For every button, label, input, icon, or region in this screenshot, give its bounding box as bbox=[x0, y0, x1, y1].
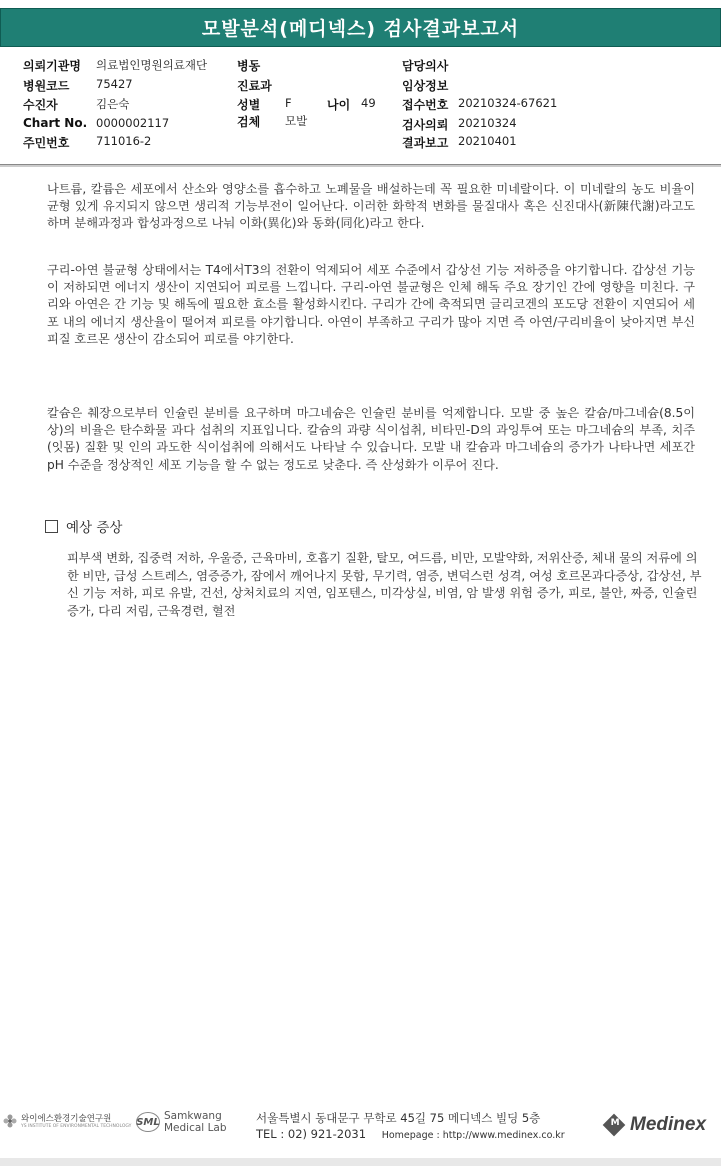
medinex-logo bbox=[606, 1114, 706, 1136]
sex-label: 성별 bbox=[237, 98, 261, 112]
examinee-value: 김은숙 bbox=[96, 97, 130, 111]
institution-label: 의뢰기관명 bbox=[23, 59, 81, 73]
report-title: 모발분석(메디넥스) 검사결과보고서 bbox=[0, 8, 721, 47]
receipt-no-label: 접수번호 bbox=[402, 98, 449, 112]
paragraph-sodium-potassium: 나트륨, 칼륨은 세포에서 산소와 영양소를 흡수하고 노폐물을 배설하는데 꼭 필요한 미네랄이다. 이 미네랄의 농도 비율이 균형 있게 유지되지 않으면 생리적 기능부전이 일어난다. 이러한 화학적 변화를 물질대사 혹은 신진대사(新陳代謝)라고도 하며 분해과정과 합성과정으로 나눠 이화(異化)와 동화(同化)라고 한다. bbox=[47, 182, 695, 231]
receipt-no-value: 20210324-67621 bbox=[458, 96, 558, 110]
sml-mark-icon: SML bbox=[136, 1112, 160, 1132]
rrn-label: 주민번호 bbox=[23, 136, 70, 150]
checkbox-icon bbox=[45, 520, 58, 533]
chart-no-label: Chart No. bbox=[23, 116, 88, 130]
medical-lab-name: Medical Lab bbox=[164, 1122, 227, 1134]
symptoms-list: 피부색 변화, 집중력 저하, 우울증, 근육마비, 호흡기 질환, 탈모, 여드름, 비만, 모발약화, 저위산증, 체내 물의 저류에 의한 비만, 급성 스트레스, 염증증가, 잠에서 깨어나지 못함, 무기력, 염증, 변덕스런 성격, 여성 호르몬과다증상, 갑상선, 부신 기능 저하, 피로 유발, 건선, 상처치료의 지연, 임포텐스, 미각상실, 비염, 암 발생 위험 증가, 피로, 불안, 짜증, 인슐린 증가, 다리 저림, 근육경련, 혈전 bbox=[67, 551, 702, 618]
sex-value: F bbox=[285, 96, 292, 110]
ys-institute-logo bbox=[2, 1112, 131, 1129]
doctor-label: 담당의사 bbox=[402, 59, 449, 73]
rrn-value: 711016-2 bbox=[96, 134, 152, 148]
homepage-link[interactable]: Homepage : http://www.medinex.co.kr bbox=[381, 1130, 565, 1141]
medinex-brand: Medinex bbox=[630, 1114, 707, 1135]
report-date-label: 결과보고 bbox=[402, 136, 449, 150]
examinee-label: 수진자 bbox=[23, 98, 58, 112]
tel-text: TEL : 02) 921-2031 bbox=[256, 1127, 367, 1141]
footer bbox=[0, 1100, 721, 1150]
institution-value: 의료법인명원의료재단 bbox=[96, 58, 208, 72]
paragraph-copper-zinc: 구리-아연 불균형 상태에서는 T4에서T3의 전환이 억제되어 세포 수준에서 갑상선 기능 저하증을 야기합니다. 갑상선 기능이 저하되면 에너지 생산이 지연되어 피로를 느낍니다. 구리-아연 불균형은 인체 해독 주요 장기인 간에 영향을 미친다. 구리와 아연은 간 기능 및 해독에 필요한 효소를 활성화시킨다. 구리가 간에 축적되면 글리코겐의 포도당 전환이 지연되어 세포 내의 에너지 생산율이 떨어져 피로를 야기합니다. 아연이 부족하고 구리가 많아 지면 즉 아연/구리비율이 낮아지면 부신 피질 호르몬 생산이 감소되어 피로를 야기한다. bbox=[47, 263, 695, 346]
clinical-info-label: 임상정보 bbox=[402, 79, 449, 93]
flower-logo-icon bbox=[2, 1113, 18, 1129]
paragraph-calcium-magnesium: 칼슘은 췌장으로부터 인슐린 분비를 요구하며 마그네슘은 인슐린 분비를 억제합니다. 모발 중 높은 칼슘/마그네슘(8.5이상)의 비율은 탄수화물 과다 섭취의 지표입니다. 칼슘의 과량 식이섭취, 비타민-D의 과잉투여 또는 마그네슘의 부족, 치주(잇몸) 질환 및 인의 과도한 식이섭취에 의해서도 나타날 수 있습니다. 모발 내 칼슘과 마그네슘의 증가가 나타나면 세포간 pH 수준을 정상적인 세포 기능을 할 수 없는 정도로 낮춘다. 즉 산성화가 이루어 진다. bbox=[47, 406, 695, 472]
medinex-diamond-icon bbox=[603, 1114, 626, 1137]
dept-label: 진료과 bbox=[237, 79, 272, 93]
hospital-code-value: 75427 bbox=[96, 77, 133, 91]
samkwang-logo bbox=[136, 1110, 227, 1134]
age-label: 나이 bbox=[327, 98, 351, 112]
ward-label: 병동 bbox=[237, 59, 261, 73]
ys-institute-name: 와이에스환경기술연구원 bbox=[21, 1114, 112, 1124]
test-date-value: 20210324 bbox=[458, 116, 517, 130]
test-date-label: 검사의뢰 bbox=[402, 118, 449, 132]
footer-divider bbox=[0, 1158, 721, 1166]
contact-info bbox=[256, 1110, 565, 1144]
hospital-code-label: 병원코드 bbox=[23, 79, 70, 93]
report-date-value: 20210401 bbox=[458, 134, 517, 148]
section-heading-text: 예상 증상 bbox=[66, 520, 123, 536]
expected-symptoms-heading bbox=[45, 516, 122, 536]
specimen-value: 모발 bbox=[285, 114, 308, 128]
specimen-label: 검체 bbox=[237, 115, 261, 129]
age-value: 49 bbox=[361, 96, 376, 110]
chart-no-value: 0000002117 bbox=[96, 116, 170, 130]
samkwang-name: Samkwang bbox=[164, 1110, 222, 1122]
address-text: 서울특별시 동대문구 무학로 45길 75 메디넥스 빌딩 5층 bbox=[256, 1111, 541, 1125]
ys-institute-subtitle: YS INSTITUTE OF ENVIRONMENTAL TECHNOLOGY bbox=[21, 1124, 132, 1129]
patient-info-panel bbox=[0, 50, 721, 165]
